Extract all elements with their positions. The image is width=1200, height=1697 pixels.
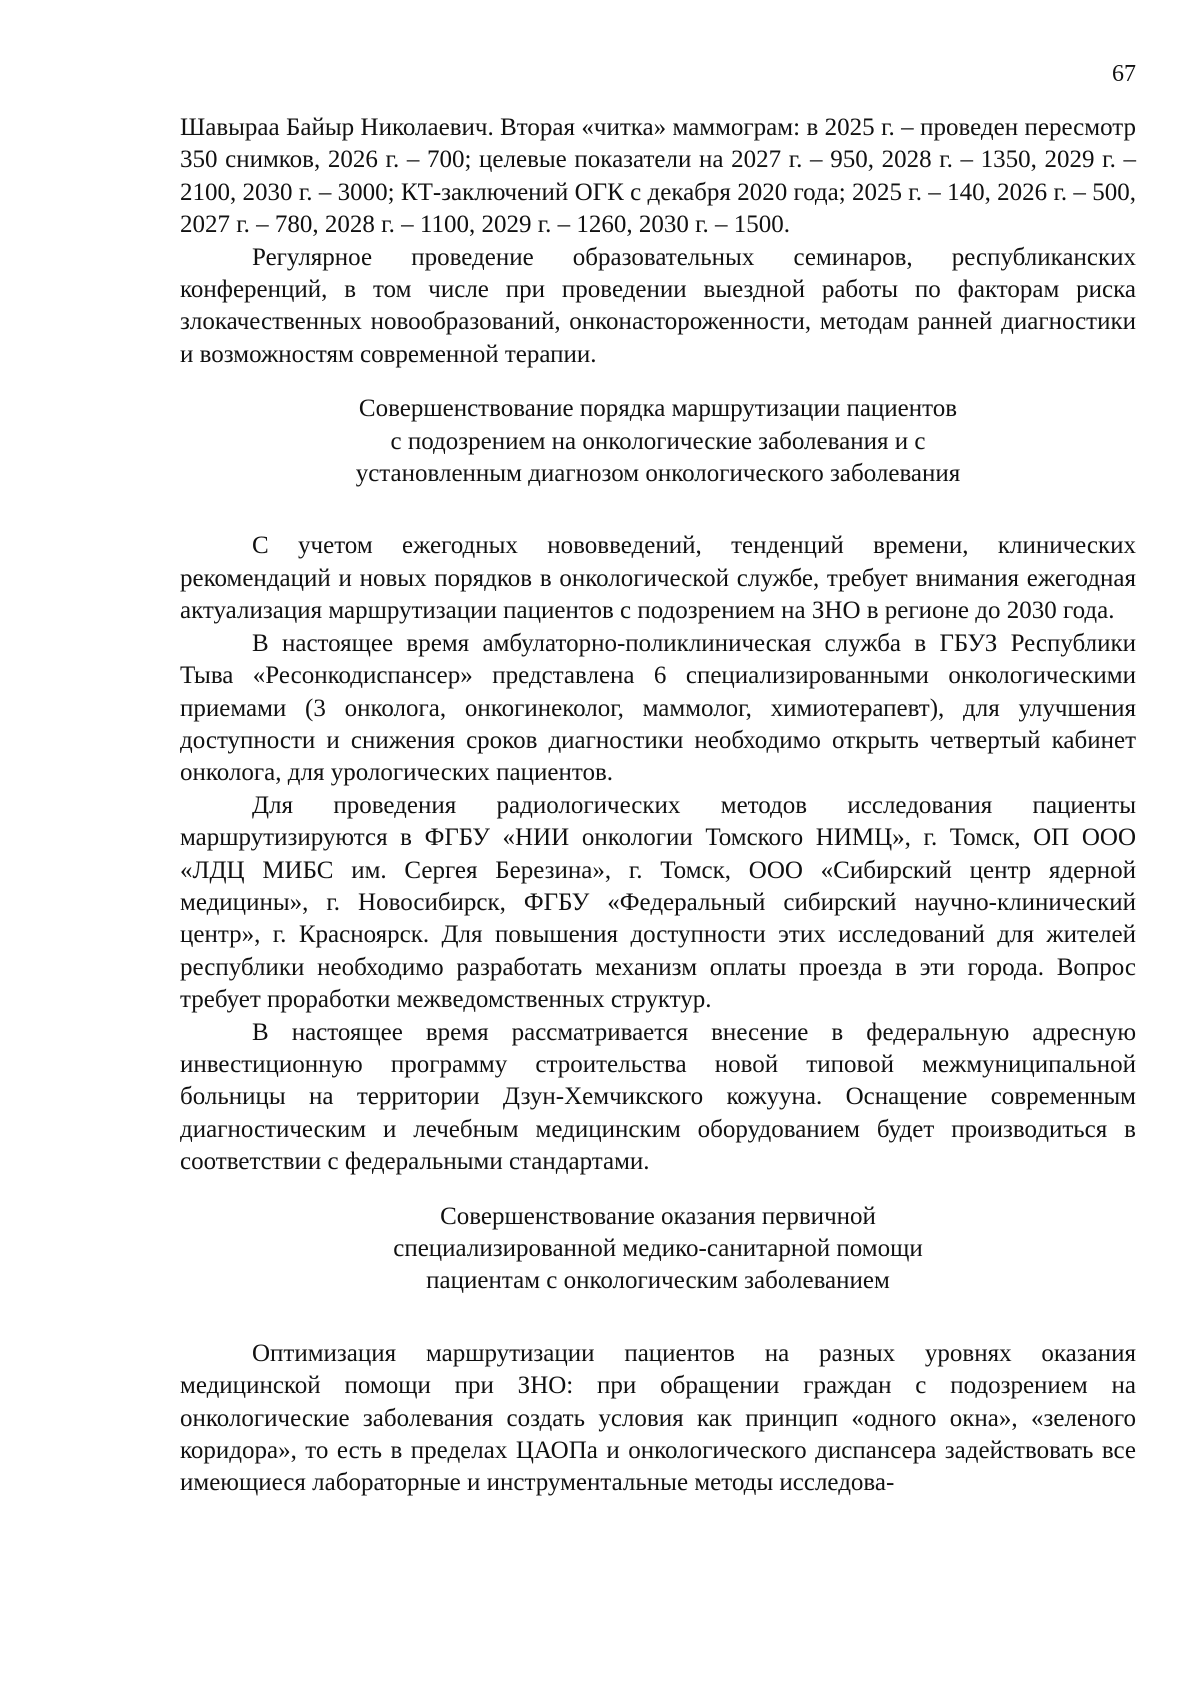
section-heading-primary-care — [180, 1201, 1136, 1298]
paragraph-radiology-routing: Для проведения радиологических методов исследования пациенты маршрутизируются в ФГБУ «НИИ онкологии Томского НИМЦ», г. Томск, ОП ООО «ЛДЦ МИБС им. Сергея Березина», г. Томск, ООО «Сибирский центр ядерной медицины», г. Новосибирск, ФГБУ «Федеральный сибирский научно-клинический центр», г. Красноярск. Для повышения доступности этих исследований для жителей республики необходимо разработать механизм оплаты проезда в эти города. Вопрос требует проработки межведомственных структур. — [180, 791, 1136, 1014]
heading-line: Совершенствование оказания первичной — [440, 1202, 876, 1230]
paragraph-annual-update: С учетом ежегодных нововведений, тенденций времени, клинических рекомендаций и новых порядков в онкологической службе, требует внимания ежегодная актуализация маршрутизации пациентов с подозрением на ЗНО в регионе до 2030 года. — [180, 532, 1136, 625]
paragraph-second-reading-stats: Шавыраа Байыр Николаевич. Вторая «читка» маммограм: в 2025 г. – проведен пересмотр 350 снимков, 2026 г. – 700; целевые показатели на 2027 г. – 950, 2028 г. – 1350, 2029 г. – 2100, 2030 г. – 3000; КТ-заключений ОГК с декабря 2020 года; 2025 г. – 140, 2026 г. – 500, 2027 г. – 780, 2028 г. – 1100, 2029 г. – 1260, 2030 г. – 1500. — [180, 114, 1136, 239]
heading-line: пациентам с онкологическим заболеванием — [426, 1267, 890, 1295]
paragraph-new-hospital: В настоящее время рассматривается внесение в федеральную адресную инвестиционную программу строительства новой типовой межмуниципальной больницы на территории Дзун-Хемчикского кожууна. Оснащение современным диагностическим и лечебным медицинским оборудованием будет производиться в соответствии с федеральными стандартами. — [180, 1018, 1136, 1176]
paragraph-routing-optimization: Оптимизация маршрутизации пациентов на разных уровнях оказания медицинской помощи при ЗНО: при обращении граждан с подозрением на онкологические заболевания создать условия как принцип «одного окна», «зеленого коридора», то есть в пределах ЦАОПа и онкологического диспансера задействовать все имеющиеся лабораторные и инструментальные методы исследова- — [180, 1339, 1136, 1497]
heading-line: специализированной медико-санитарной помощи — [393, 1235, 923, 1262]
heading-line: с подозрением на онкологические заболевания и с — [390, 427, 926, 455]
document-body — [180, 112, 1136, 1500]
page-number: 67 — [1112, 61, 1136, 87]
heading-line: установленным диагнозом онкологического заболевания — [355, 460, 961, 488]
paragraph-seminars: Регулярное проведение образовательных семинаров, республиканских конференций, в том числе при проведении выездной работы по факторам риска злокачественных новообразований, онконастороженности, методам ранней диагностики и возможностям современной терапии. — [180, 243, 1136, 368]
paragraph-outpatient-service: В настоящее время амбулаторно-поликлиническая служба в ГБУЗ Республики Тыва «Ресонкодиспансер» представлена 6 специализированными онкологическими приемами (3 онколога, онкогинеколог, маммолог, химиотерапевт), для улучшения доступности и снижения сроков диагностики необходимо открыть четвертый кабинет онколога, для урологических пациентов. — [180, 629, 1136, 787]
heading-line: Совершенствование порядка маршрутизации пациентов — [358, 395, 958, 423]
section-heading-routing — [180, 393, 1136, 490]
